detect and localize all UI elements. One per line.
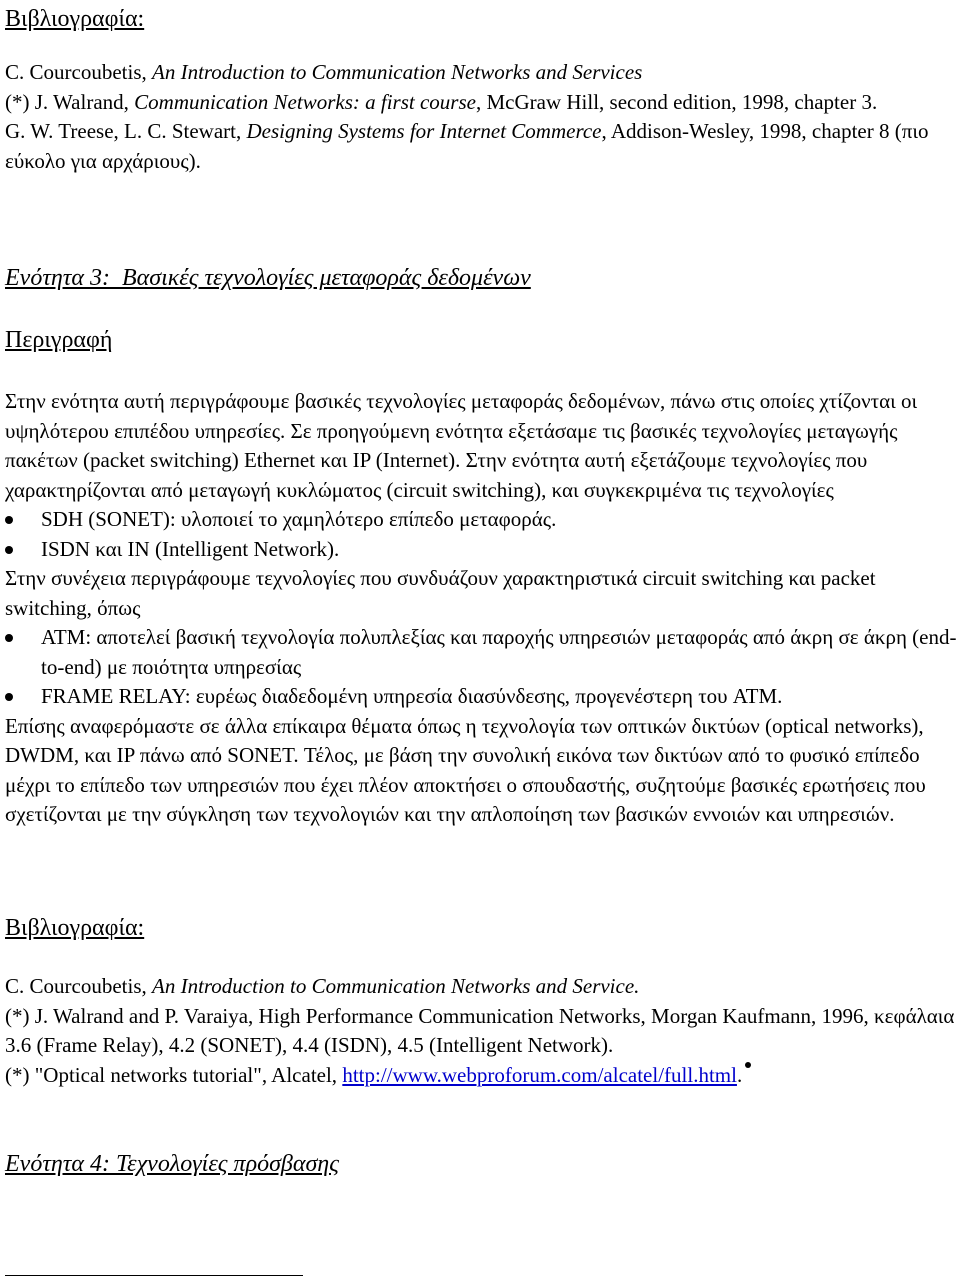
closing-paragraph: Επίσης αναφερόμαστε σε άλλα επίκαιρα θέματα όπως η τεχνολογία των οπτικών δικτύων (optical networks), DWDM, και IP πάνω από SONET. Τέλος, με βάση την συνολική εικόνα των δικτύων από το φυσικό επίπεδο μέχρι το επίπεδο των υπηρεσιών που έχει πλέον αποκτήσει ο σπουδαστής, συζητούμε βασικές ερωτήσεις που σχετίζονται με την σύγκληση των τεχνολογιών και την απλοποίηση των βασικών εννοιών και υπηρεσιών.: [5, 713, 926, 826]
bullet-icon: [5, 516, 13, 524]
reference-item: [5, 972, 957, 1002]
reference-authors: C. Courcoubetis,: [5, 60, 152, 84]
list-item: [5, 535, 957, 565]
reference-details: .: [736, 1062, 743, 1087]
list-item-text: ISDN και IN (Intelligent Network).: [41, 536, 340, 561]
reference-details: , Addison-Wesley, 1998, chapter 8 (πιο εύκολο για αρχάριους).: [5, 119, 929, 173]
reference-authors: (*) J. Walrand,: [5, 89, 135, 114]
reference-authors: C. Courcoubetis,: [5, 974, 152, 998]
bibliography-heading: Βιβλιογραφία:: [5, 6, 145, 32]
footnote-separator: [5, 1275, 303, 1276]
description-heading: Περιγραφή: [5, 327, 113, 353]
bibliography-heading: Βιβλιογραφία:: [5, 915, 145, 941]
section-3-body: [5, 387, 957, 830]
bibliography-section-1: [5, 2, 957, 37]
circuit-switching-list: [5, 505, 957, 564]
bibliography-list-1: [5, 58, 957, 176]
footnote-marker-icon: [745, 1062, 751, 1068]
reference-title: An Introduction to Communication Networks and Service.: [152, 974, 640, 998]
reference-item: [5, 117, 957, 176]
intro-paragraph: Στην ενότητα αυτή περιγράφουμε βασικές τεχνολογίες μεταφοράς δεδομένων, πάνω στις οποίες χτίζονται οι υψηλότερου επιπέδου υπηρεσίες. Σε προηγούμενη ενότητα εξετάσαμε τις βασικές τεχνολογίες μεταγωγής πακέτων (packet switching) Ethernet και IP (Internet). Στην ενότητα αυτή εξετάζουμε τεχνολογίες που χαρακτηρίζονται από μεταγωγή κυκλώματος (circuit switching), και συγκεκριμένα τις τεχνολογίες: [5, 389, 918, 502]
list-item-text: FRAME RELAY: ευρέως διαδεδομένη υπηρεσία διασύνδεσης, προγενέστερη του ATM.: [41, 684, 783, 708]
bullet-icon: [5, 693, 13, 701]
reference-item: [5, 88, 957, 118]
reference-title: Communication Networks: a first course: [134, 89, 476, 114]
hybrid-switching-list: [5, 623, 957, 712]
alcatel-tutorial-link[interactable]: http://www.webproforum.com/alcatel/full.html: [342, 1062, 737, 1087]
reference-authors: G. W. Treese, L. C. Stewart,: [5, 119, 247, 143]
list-item-text: ATM: αποτελεί βασική τεχνολογία πολυπλεξίας και παροχής υπηρεσιών μεταφοράς από άκρη σε άκρη (end-to-end) με ποιότητα υπηρεσίας: [41, 625, 957, 679]
middle-paragraph: Στην συνέχεια περιγράφουμε τεχνολογίες που συνδυάζουν χαρακτηριστικά circuit switching και packet switching, όπως: [5, 566, 876, 620]
reference-item: [5, 58, 957, 88]
bibliography-list-2: [5, 972, 957, 1090]
reference-title: Designing Systems for Internet Commerce: [246, 119, 602, 143]
list-item: [5, 623, 957, 682]
list-item: [5, 682, 957, 712]
section-3-title: Ενότητα 3: Βασικές τεχνολογίες μεταφοράς δεδομένων: [5, 265, 531, 291]
reference-item: (*) J. Walrand and P. Varaiya, High Performance Communication Networks, Morgan Kaufmann, 1996, κεφάλαια 3.6 (Frame Relay), 4.2 (SONET), 4.4 (ISDN), 4.5 (Intelligent Network).: [5, 1003, 955, 1057]
bullet-icon: [5, 546, 13, 554]
list-item-text: SDH (SONET): υλοποιεί το χαμηλότερο επίπεδο μεταφοράς.: [41, 507, 557, 531]
section-4-title: Ενότητα 4: Τεχνολογίες πρόσβασης: [5, 1151, 339, 1177]
bullet-icon: [5, 634, 13, 642]
reference-title: An Introduction to Communication Networks and Services: [152, 60, 643, 84]
reference-item: [5, 1061, 957, 1091]
reference-authors: (*) "Optical networks tutorial", Alcatel,: [5, 1062, 343, 1087]
reference-details: , McGraw Hill, second edition, 1998, chapter 3.: [475, 89, 878, 114]
list-item: [5, 505, 957, 535]
